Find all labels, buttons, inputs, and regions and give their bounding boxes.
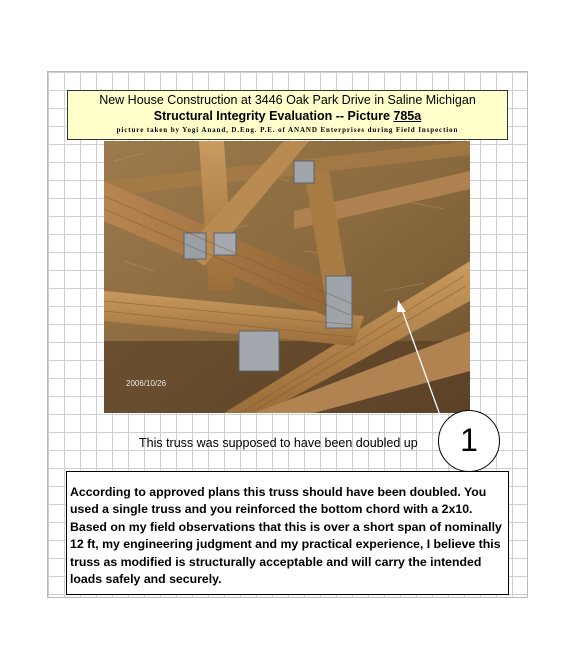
evaluation-title: [68, 109, 507, 123]
picture-number: 785a: [393, 109, 422, 123]
callout-badge: [438, 410, 500, 472]
callout-number: 1: [460, 422, 478, 458]
photo-credit: picture taken by Yogi Anand, D.Eng. P.E. of ANAND Enterprises during Field Inspection: [116, 126, 459, 134]
report-header: [67, 90, 508, 140]
truss-photo: [104, 141, 470, 413]
evaluation-title-prefix: Structural Integrity Evaluation -- Picture: [153, 109, 394, 123]
photo-caption: This truss was supposed to have been doubled up: [139, 436, 418, 450]
project-title: New House Construction at 3446 Oak Park Drive in Saline Michigan: [99, 93, 476, 107]
inspection-note: According to approved plans this truss should have been doubled. You used a single truss and you reinforced the bottom chord with a 2x10. Based on my field observations that this is over a short span of nominally 12 ft, my engineering judgment and my practical experience, I believe this truss as modified is structurally acceptable and will carry the intended loads safely and securely.: [66, 471, 509, 595]
photo-date-stamp: 2006/10/26: [126, 379, 167, 388]
truss-photo-illustration: [104, 141, 470, 413]
